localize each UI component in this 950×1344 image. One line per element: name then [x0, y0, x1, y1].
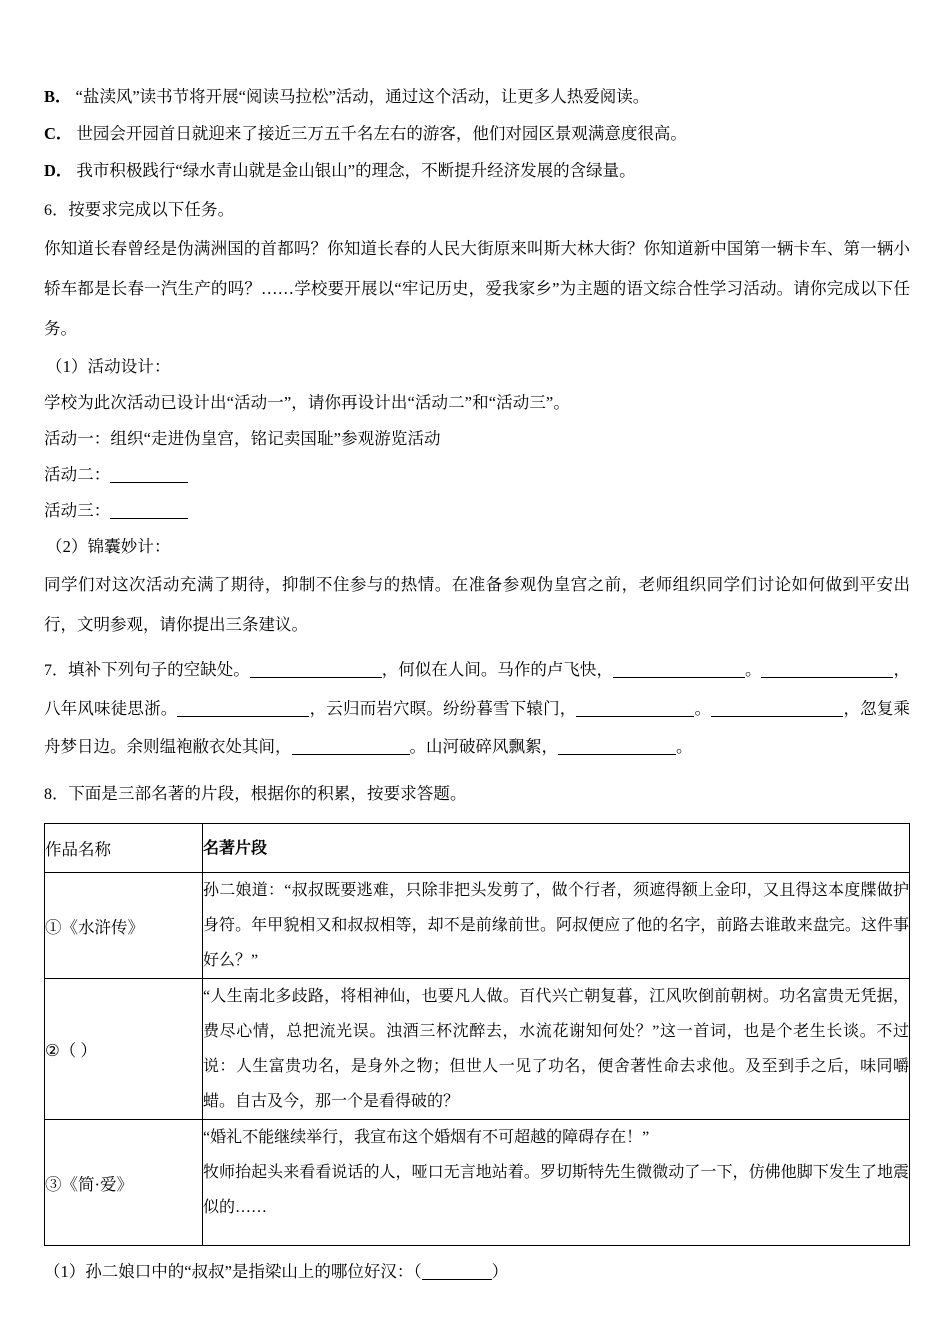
question-8-number: 8． [44, 786, 69, 803]
table-row [45, 1120, 910, 1246]
works-table [44, 823, 910, 1246]
q7-fragment-4: ，云归而岩穴暝。纷纷暮雪下辕门， [309, 699, 577, 718]
choice-text-b: “盐渎风”读书节将开展“阅读马拉松”活动，通过这个活动，让更多人热爱阅读。 [75, 87, 650, 106]
q7-fragment-5: 。 [694, 699, 712, 718]
activity-2-answer-blank[interactable] [110, 482, 188, 483]
question-8-sub1 [44, 1255, 910, 1289]
choice-text-c: 世园会开园首日就迎来了接近三万五千名左右的游客，他们对园区景观满意度很高。 [76, 124, 687, 143]
table-row [45, 979, 910, 1120]
question-6-number: 6． [44, 202, 69, 219]
question-6-sub1-instruction: 学校为此次活动已设计出“活动一”，请你再设计出“活动二”和“活动三”。 [44, 393, 570, 412]
work-name-2[interactable]: ②（ ） [45, 979, 203, 1120]
page-content [44, 78, 910, 1289]
q7-blank-8[interactable] [558, 754, 676, 755]
work-excerpt-2: “人生南北多歧路，将相神仙，也要凡人做。百代兴亡朝复暮，江风吹倒前朝树。功名富贵无凭据，费尽心情，总把流光误。浊酒三杯沈醉去，水流花谢知何处？”这一首词，也是个老生长谈。不过说：人生富贵功名，是身外之物；但世人一见了功名，便舍著性命去求他。及至到手之后，味同嚼蜡。自古及今，那一个是看得破的？ [203, 979, 910, 1120]
table-header-work-name: 作品名称 [45, 824, 203, 873]
q7-blank-4[interactable] [177, 716, 309, 717]
q7-fragment-2: 。 [744, 660, 762, 679]
q7-blank-3[interactable] [761, 677, 893, 678]
question-8-sub1-answer-blank[interactable] [422, 1279, 492, 1280]
question-8-heading [44, 776, 910, 813]
work-excerpt-3-line-1: “婚礼不能继续举行，我宣布这个婚烟有不可超越的障碍存在！” [203, 1129, 650, 1146]
question-7-number: 7． [44, 662, 69, 679]
question-6-sub2-label: （2）锦囊妙计： [46, 537, 171, 556]
choice-option-d [44, 152, 910, 189]
choice-text-d: 我市积极践行“绿水青山就是金山银山”的理念，不断提升经济发展的含绿量。 [76, 161, 636, 180]
q7-fragment-6: ，忽复乘舟梦日边。 [44, 699, 911, 756]
question-7-title: 填补下列句子的空缺处。 [68, 660, 250, 679]
work-name-3: ③《简·爱》 [45, 1120, 203, 1246]
q7-fragment-8: 。山河破碎风飘絮， [409, 737, 558, 756]
q7-fragment-3: ，八年风味徒思浙。 [44, 660, 910, 718]
question-8-sub1-suffix: ） [491, 1262, 509, 1281]
question-6-title: 按要求完成以下任务。 [68, 200, 235, 219]
work-excerpt-3 [203, 1120, 910, 1246]
q7-blank-7[interactable] [292, 754, 410, 755]
question-6-activity-3 [44, 493, 910, 529]
work-excerpt-1: 孙二娘道：“叔叔既要逃难，只除非把头发剪了，做个行者，须遮得额上金印，又且得这本度牒做护身符。年甲貌相又和叔叔相等，却不是前缘前世。阿叔便应了他的名字，前路去谁敢来盘完。这件事好么？” [203, 873, 910, 979]
work-excerpt-3-line-2: 牧师抬起头来看看说话的人，哑口无言地站着。罗切斯特先生微微动了一下，仿佛他脚下发生了地震似的…… [203, 1164, 909, 1216]
q7-fragment-1: ，何似在人间。马作的卢飞快， [381, 660, 613, 679]
work-name-1: ①《水浒传》 [45, 873, 203, 979]
question-8-title: 下面是三部名著的片段，根据你的积累，按要求答题。 [68, 784, 467, 803]
question-6-activity-1: 活动一：组织“走进伪皇宫，铭记卖国耻”参观游览活动 [44, 429, 441, 448]
choice-label-d: D． [44, 161, 73, 180]
choice-option-c [44, 115, 910, 152]
question-8-sub1-prefix: （1）孙二娘口中的“叔叔”是指梁山上的哪位好汉：（ [44, 1262, 422, 1281]
q7-blank-5[interactable] [576, 716, 694, 717]
question-6-activity-2 [44, 457, 910, 493]
question-6-heading [44, 192, 910, 229]
activity-2-label: 活动二： [44, 465, 111, 484]
choice-option-b [44, 78, 910, 115]
choice-label-b: B． [44, 87, 72, 106]
question-6-sub1-label: （1）活动设计： [46, 357, 171, 376]
table-header-row [45, 824, 910, 873]
choice-label-c: C． [44, 124, 73, 143]
activity-3-label: 活动三： [44, 501, 111, 520]
question-6-sub2-text: 同学们对这次活动充满了期待，抑制不住参与的热情。在准备参观伪皇宫之前，老师组织同学们讨论如何做到平安出行，文明参观，请你提出三条建议。 [44, 575, 910, 634]
q7-blank-2[interactable] [613, 677, 745, 678]
activity-3-answer-blank[interactable] [110, 518, 188, 519]
question-6-stem: 你知道长春曾经是伪满洲国的首都吗？你知道长春的人民大街原来叫斯大林大街？你知道新中国第一辆卡车、第一辆小轿车都是长春一汽生产的吗？……学校要开展以“牢记历史，爱我家乡”为主题的语文综合性学习活动。请你完成以下任务。 [44, 239, 910, 338]
question-7 [44, 651, 910, 766]
q7-fragment-9: 。 [676, 737, 693, 756]
q7-blank-1[interactable] [250, 677, 382, 678]
q7-blank-6[interactable] [711, 716, 843, 717]
table-row [45, 873, 910, 979]
q7-fragment-7: 余则缊袍敝衣处其间， [126, 737, 292, 756]
table-header-excerpt: 名著片段 [203, 824, 910, 873]
